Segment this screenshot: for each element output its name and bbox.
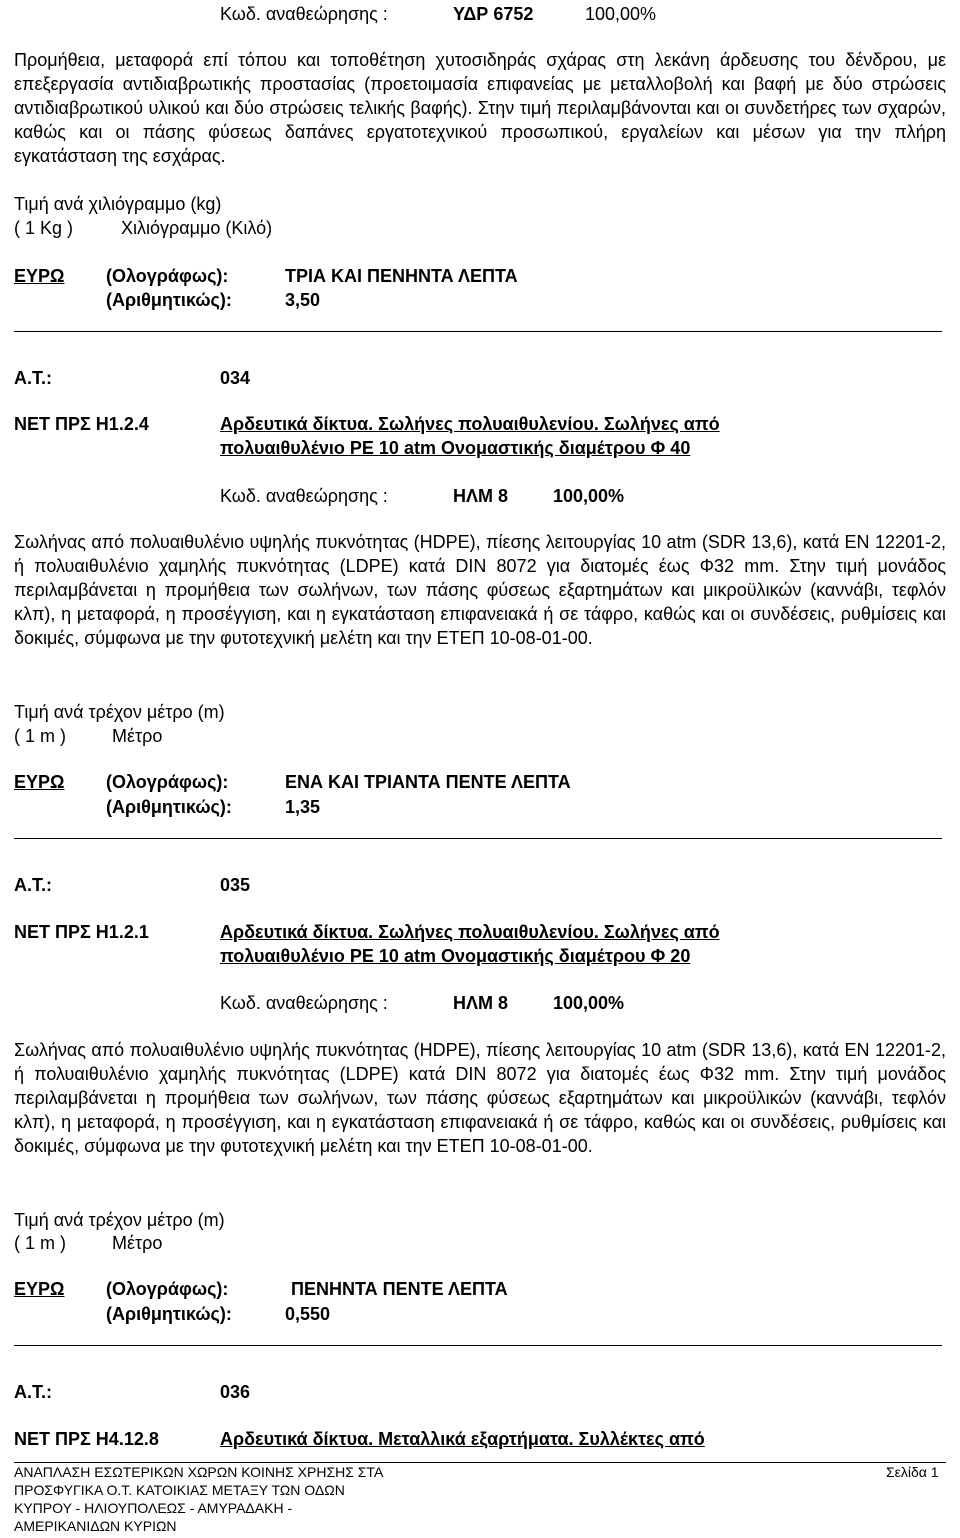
item-unit-qty: ( 1 m )	[14, 1233, 66, 1253]
item-revision-percent: 100,00%	[553, 993, 625, 1013]
item-currency: ΕΥΡΩ	[14, 1279, 65, 1299]
item-num-value: 1,35	[285, 797, 321, 817]
item-unit-line: Τιμή ανά τρέχον μέτρο (m)	[14, 702, 225, 722]
item-description: Σωλήνας από πολυαιθυλένιο υψηλής πυκνότητας (HDPE), πίεσης λειτουργίας 10 atm (SDR 13,6), κατά EN 12201-2, ή πολυαιθυλένιο χαμηλής πυκνότητας (LDPE) κατά DIN 8072 για διατομές έως Φ32 mm. Στην τιμή μονάδος περιλαμβάνεται η προμήθεια των σωλήνων, των πάσης φύσεως εξαρτημάτων και μικροϋλικών (καννάβι, τεφλόν κλπ), η μεταφορά, η προσέγγιση, και η εγκατάσταση επιφανειακά ή σε τάφρο, καθώς και οι συνδέσεις, ρυθμίσεις και δοκιμές, σύμφωνα με την φυτοτεχνική μελέτη και την ΕΤΕΠ 10-08-01-00.	[14, 532, 946, 648]
item-net-code: ΝΕΤ ΠΡΣ Η1.2.1	[14, 922, 149, 942]
item-title-line1: Αρδευτικά δίκτυα. Μεταλλικά εξαρτήματα. Συλλέκτες από	[220, 1429, 705, 1449]
item-num-value: 0,550	[285, 1304, 331, 1324]
separator-line	[14, 1345, 942, 1346]
footer-project-line3: ΚΥΠΡΟΥ - ΗΛΙΟΥΠΟΛΕΩΣ - ΑΜΥΡΑΔΑΚΗ -	[14, 1500, 293, 1516]
top-words-value: ΤΡΙΑ ΚΑΙ ΠΕΝΗΝΤΑ ΛΕΠΤΑ	[285, 266, 518, 286]
item-words-label: (Ολογράφως):	[106, 772, 229, 792]
item-revision-code: ΗΛΜ 8	[453, 993, 509, 1013]
item-net-code: ΝΕΤ ΠΡΣ Η1.2.4	[14, 414, 149, 434]
item-num-label: (Αριθμητικώς):	[106, 797, 232, 817]
item-description: Σωλήνας από πολυαιθυλένιο υψηλής πυκνότητας (HDPE), πίεσης λειτουργίας 10 atm (SDR 13,6), κατά EN 12201-2, ή πολυαιθυλένιο χαμηλής πυκνότητας (LDPE) κατά DIN 8072 για διατομές έως Φ32 mm. Στην τιμή μονάδος περιλαμβάνεται η προμήθεια των σωλήνων, των πάσης φύσεως εξαρτημάτων και μικροϋλικών (καννάβι, τεφλόν κλπ), η μεταφορά, η προσέγγιση, και η εγκατάσταση επιφανειακά ή σε τάφρο, καθώς και οι συνδέσεις, ρυθμίσεις και δοκιμές, σύμφωνα με την φυτοτεχνική μελέτη και την ΕΤΕΠ 10-08-01-00.	[14, 1040, 946, 1156]
top-revision-label: Κωδ. αναθεώρησης :	[220, 4, 388, 24]
footer-project-line1: ΑΝΑΠΛΑΣΗ ΕΣΩΤΕΡΙΚΩΝ ΧΩΡΩΝ ΚΟΙΝΗΣ ΧΡΗΣΗΣ ΣΤΑ	[14, 1464, 384, 1480]
item-revision-label: Κωδ. αναθεώρησης :	[220, 486, 388, 506]
item-unit-name: Μέτρο	[112, 1233, 163, 1253]
footer-project-line2: ΠΡΟΣΦΥΓΙΚΑ Ο.Τ. ΚΑΤΟΙΚΙΑΣ ΜΕΤΑΞΥ ΤΩΝ ΟΔΩΝ	[14, 1482, 345, 1498]
item-currency: ΕΥΡΩ	[14, 772, 65, 792]
item-net-code: ΝΕΤ ΠΡΣ Η4.12.8	[14, 1429, 159, 1449]
top-num-value: 3,50	[285, 290, 321, 310]
top-currency: ΕΥΡΩ	[14, 266, 65, 286]
top-words-label: (Ολογράφως):	[106, 266, 229, 286]
item-unit-name: Μέτρο	[112, 726, 163, 746]
item-title-line2: πολυαιθυλένιο PE 10 atm Ονομαστικής διαμέτρου Φ 20	[220, 946, 691, 966]
item-at-number: 034	[220, 368, 251, 388]
item-revision-label: Κωδ. αναθεώρησης :	[220, 993, 388, 1013]
item-at-label: Α.Τ.:	[14, 875, 53, 895]
item-at-number: 035	[220, 875, 251, 895]
item-unit-qty: ( 1 m )	[14, 726, 66, 746]
item-at-label: Α.Τ.:	[14, 368, 53, 388]
top-unit-name: Χιλιόγραμμο (Κιλό)	[121, 218, 273, 238]
item-revision-code: ΗΛΜ 8	[453, 486, 509, 506]
footer-project-line4: ΑΜΕΡΙΚΑΝΙΔΩΝ ΚΥΡΙΩΝ	[14, 1518, 177, 1534]
footer-page-number: Σελίδα 1	[886, 1464, 939, 1480]
item-words-label: (Ολογράφως):	[106, 1279, 229, 1299]
item-words-value: ΕΝΑ ΚΑΙ ΤΡΙΑΝΤΑ ΠΕΝΤΕ ΛΕΠΤΑ	[285, 772, 571, 792]
top-description: Προμήθεια, μεταφορά επί τόπου και τοποθέτηση χυτοσιδηράς σχάρας στη λεκάνη άρδευσης του δένδρου, με επεξεργασία αντιδιαβρωτικής προστασίας (προετοιμασία επιφανείας με μεταλλοβολή και βαφή με δύο στρώσεις αντιδιαβρωτικού υλικού και δύο στρώσεις τελικής βαφής). Στην τιμή περιλαμβάνονται και οι συνδετήρες των σχαρών, καθώς και οι πάσης φύσεως δαπάνες εργατοτεχνικού προσωπικού, εργαλείων και μέσων για την πλήρη εγκατάσταση της εσχάρας.	[14, 50, 946, 166]
top-num-label: (Αριθμητικώς):	[106, 290, 232, 310]
separator-line	[14, 331, 942, 332]
item-num-label: (Αριθμητικώς):	[106, 1304, 232, 1324]
separator-line	[14, 838, 942, 839]
top-revision-code: ΥΔΡ 6752	[453, 4, 534, 24]
item-at-label: Α.Τ.:	[14, 1382, 53, 1402]
top-revision-percent: 100,00%	[585, 4, 657, 24]
item-unit-line: Τιμή ανά τρέχον μέτρο (m)	[14, 1210, 225, 1230]
item-title-line2: πολυαιθυλένιο PE 10 atm Ονομαστικής διαμέτρου Φ 40	[220, 438, 691, 458]
item-at-number: 036	[220, 1382, 251, 1402]
item-words-value: ΠΕΝΗΝΤΑ ΠΕΝΤΕ ΛΕΠΤΑ	[291, 1279, 508, 1299]
top-unit-qty: ( 1 Kg )	[14, 218, 74, 238]
item-title-line1: Αρδευτικά δίκτυα. Σωλήνες πολυαιθυλενίου. Σωλήνες από	[220, 414, 720, 434]
top-unit-line: Τιμή ανά χιλιόγραμμο (kg)	[14, 194, 222, 214]
item-title-line1: Αρδευτικά δίκτυα. Σωλήνες πολυαιθυλενίου. Σωλήνες από	[220, 922, 720, 942]
item-revision-percent: 100,00%	[553, 486, 625, 506]
